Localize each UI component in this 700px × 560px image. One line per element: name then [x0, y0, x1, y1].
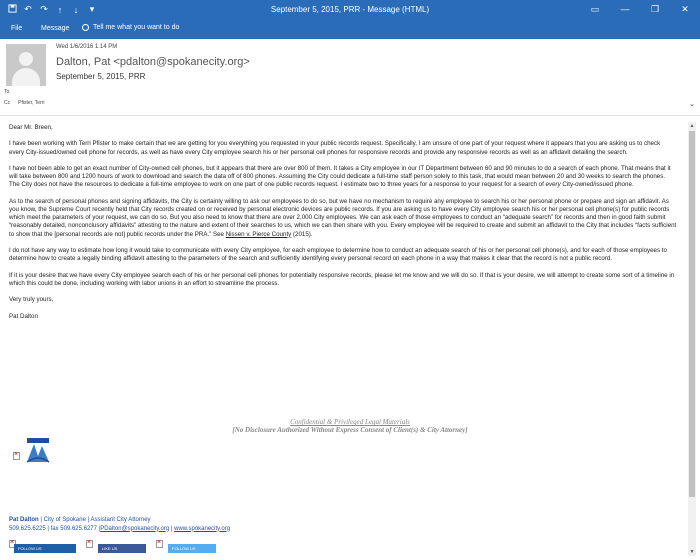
- header-divider: [0, 115, 700, 116]
- broken-image-icon: [156, 540, 163, 548]
- signoff: Pat Dalton: [9, 312, 38, 320]
- subject: September 5, 2015, PRR: [56, 72, 146, 81]
- redo-icon[interactable]: ↷: [40, 4, 48, 14]
- restore-icon[interactable]: ▭: [590, 4, 600, 14]
- tab-file[interactable]: File: [11, 25, 23, 32]
- paragraph-3: As to the search of personal phones and signing affidavits, the City is certainly willing to ask our employees to do so, but we have no mechanism to require any employee to search his or her personal phone or prepare and sign an affidavit. As you know, the Supreme Court recently held that City records created on or received by personal electronic devices are public records. If you are asking us to have every City employee search his or her personal cell phone(s) for public records which meet the parameters of your request, we can do so. But you also need to know that there are over 2,000 City employees. We can ask each of those employees to conduct an “adequate search” for records and then in good faith submit “reasonably detailed, nonconclusory affidavits” attesting to the nature and extent of their searches to us, which we can then share with you. Every employee will be required to create and submit an affidavit to the City that includes “facts sufficient to show that the [personal records are not] public records under the PRA.” See Nissen v. Pierce County (2015).: [9, 197, 677, 238]
- closing: Very truly yours,: [9, 296, 54, 304]
- case-citation: Nissen v. Pierce County: [225, 230, 292, 238]
- minimize-icon[interactable]: —: [620, 4, 630, 14]
- follow-us-button[interactable]: FOLLOW US: [14, 544, 76, 553]
- scroll-down-icon[interactable]: ▼: [689, 549, 695, 555]
- sig-title: Assistant City Attorney: [90, 517, 151, 523]
- paragraph-1: I have been working with Terri Pfister to make certain that we are getting for you everything you requested in your public records request. Specifically, I am unsure of one part of your request where it appears that you are asking us to check every City-issued/owned cell phone for records, as well as have every City employee search his or her personal cell phones for responsive records and provide any responsive records as well as an affidavit detailing the search.: [9, 140, 661, 156]
- follow-us-twitter-button[interactable]: FOLLOW US: [168, 544, 216, 553]
- sig-phone: 509.625.6225: [9, 525, 46, 532]
- to-label: To: [4, 89, 10, 95]
- avatar: [6, 44, 46, 86]
- sent-datetime: Wed 1/6/2016 1:14 PM: [56, 44, 118, 50]
- lightbulb-icon: [82, 24, 89, 31]
- ribbon: [0, 19, 700, 39]
- cc-field: [4, 100, 44, 106]
- sig-website-link[interactable]: www.spokanecity.org: [174, 525, 231, 532]
- sig-fax: fax 509.625.6277: [50, 525, 97, 532]
- dropdown-icon[interactable]: ▾: [89, 4, 95, 14]
- window-controls: [580, 0, 700, 19]
- undo-icon[interactable]: ↶: [24, 4, 32, 14]
- down-arrow-icon[interactable]: ↓: [73, 4, 79, 15]
- sig-name: Pat Dalton: [9, 517, 39, 523]
- sig-org: City of Spokane: [43, 517, 86, 523]
- city-logo: [24, 436, 52, 464]
- paragraph-4: I do not have any way to estimate how long it would take to communicate with every City employee, for each employee to determine how to conduct an adequate search of his or her personal cell phone(s), and for each of those employees to determine how to create a legally binding affidavit attesting to the parameters of the search and sufficiently identifying every personal record on each phone in a way that makes it clear that the record is not a public record.: [9, 246, 667, 263]
- paragraph-2: I have not been able to get an exact number of City-owned cell phones, but it appears that there are over 800 of them. It takes a City employee in our IT Department between 60 and 90 minutes to do a search of each phone. That means that it will take between 800 and 1200 hours of work to download and search the data off of 800 phones. Assuming the City could dedicate a full-time staff person solely to this task, that would mean between 20 and 30 weeks to search the phones. The City does not have the resources to dedicate a full-time employee to work on one part of one public records request. I estimate two to three years for a response to your request for a search of every City-owned/issued phone.: [9, 164, 671, 189]
- greeting: Dear Mr. Breen,: [9, 124, 53, 131]
- close-icon[interactable]: ✕: [681, 4, 689, 14]
- scrollbar-thumb[interactable]: [689, 131, 695, 497]
- like-us-button[interactable]: LIKE US: [98, 544, 146, 553]
- tell-me-box[interactable]: [82, 24, 179, 31]
- message-body: [9, 124, 677, 329]
- maximize-icon[interactable]: ❐: [650, 4, 660, 14]
- broken-image-icon: [86, 540, 93, 548]
- tell-me-label: Tell me what you want to do: [93, 24, 180, 31]
- email-signature: Pat Dalton | City of Spokane | Assistant City Attorney 509.625.6225 | fax 509.625.6277 |PDalton@spokanecity.org | www.spokanecity.org: [9, 517, 231, 532]
- up-arrow-icon[interactable]: ↑: [57, 4, 63, 15]
- broken-image-icon: [13, 452, 20, 460]
- sig-email-link[interactable]: PDalton@spokanecity.org: [100, 525, 170, 532]
- title-bar: [0, 0, 700, 19]
- window-title: September 5, 2015, PRR - Message (HTML): [270, 5, 430, 14]
- confidentiality-notice: Confidential & Privileged Legal Materials [No Disclosure Authorized Without Express Consent of Client(s) & City Attorney]: [232, 418, 468, 434]
- expand-header-icon[interactable]: ⌄: [689, 101, 695, 108]
- cc-label: Cc: [4, 100, 11, 106]
- sender[interactable]: Dalton, Pat <pdalton@spokanecity.org>: [56, 56, 250, 68]
- tab-message[interactable]: Message: [41, 25, 70, 32]
- cc-recipient[interactable]: Pfister, Terri: [18, 100, 45, 106]
- paragraph-5: If it is your desire that we have every City employee search each of his or her personal cell phones for potentially responsive records, please let me know and we will do so. If that is your desire, we will attempt to create some sort of a timeline in which this could be done, including working with labor unions in an effort to streamline the process.: [9, 271, 675, 287]
- scroll-up-icon[interactable]: ▲: [689, 123, 695, 129]
